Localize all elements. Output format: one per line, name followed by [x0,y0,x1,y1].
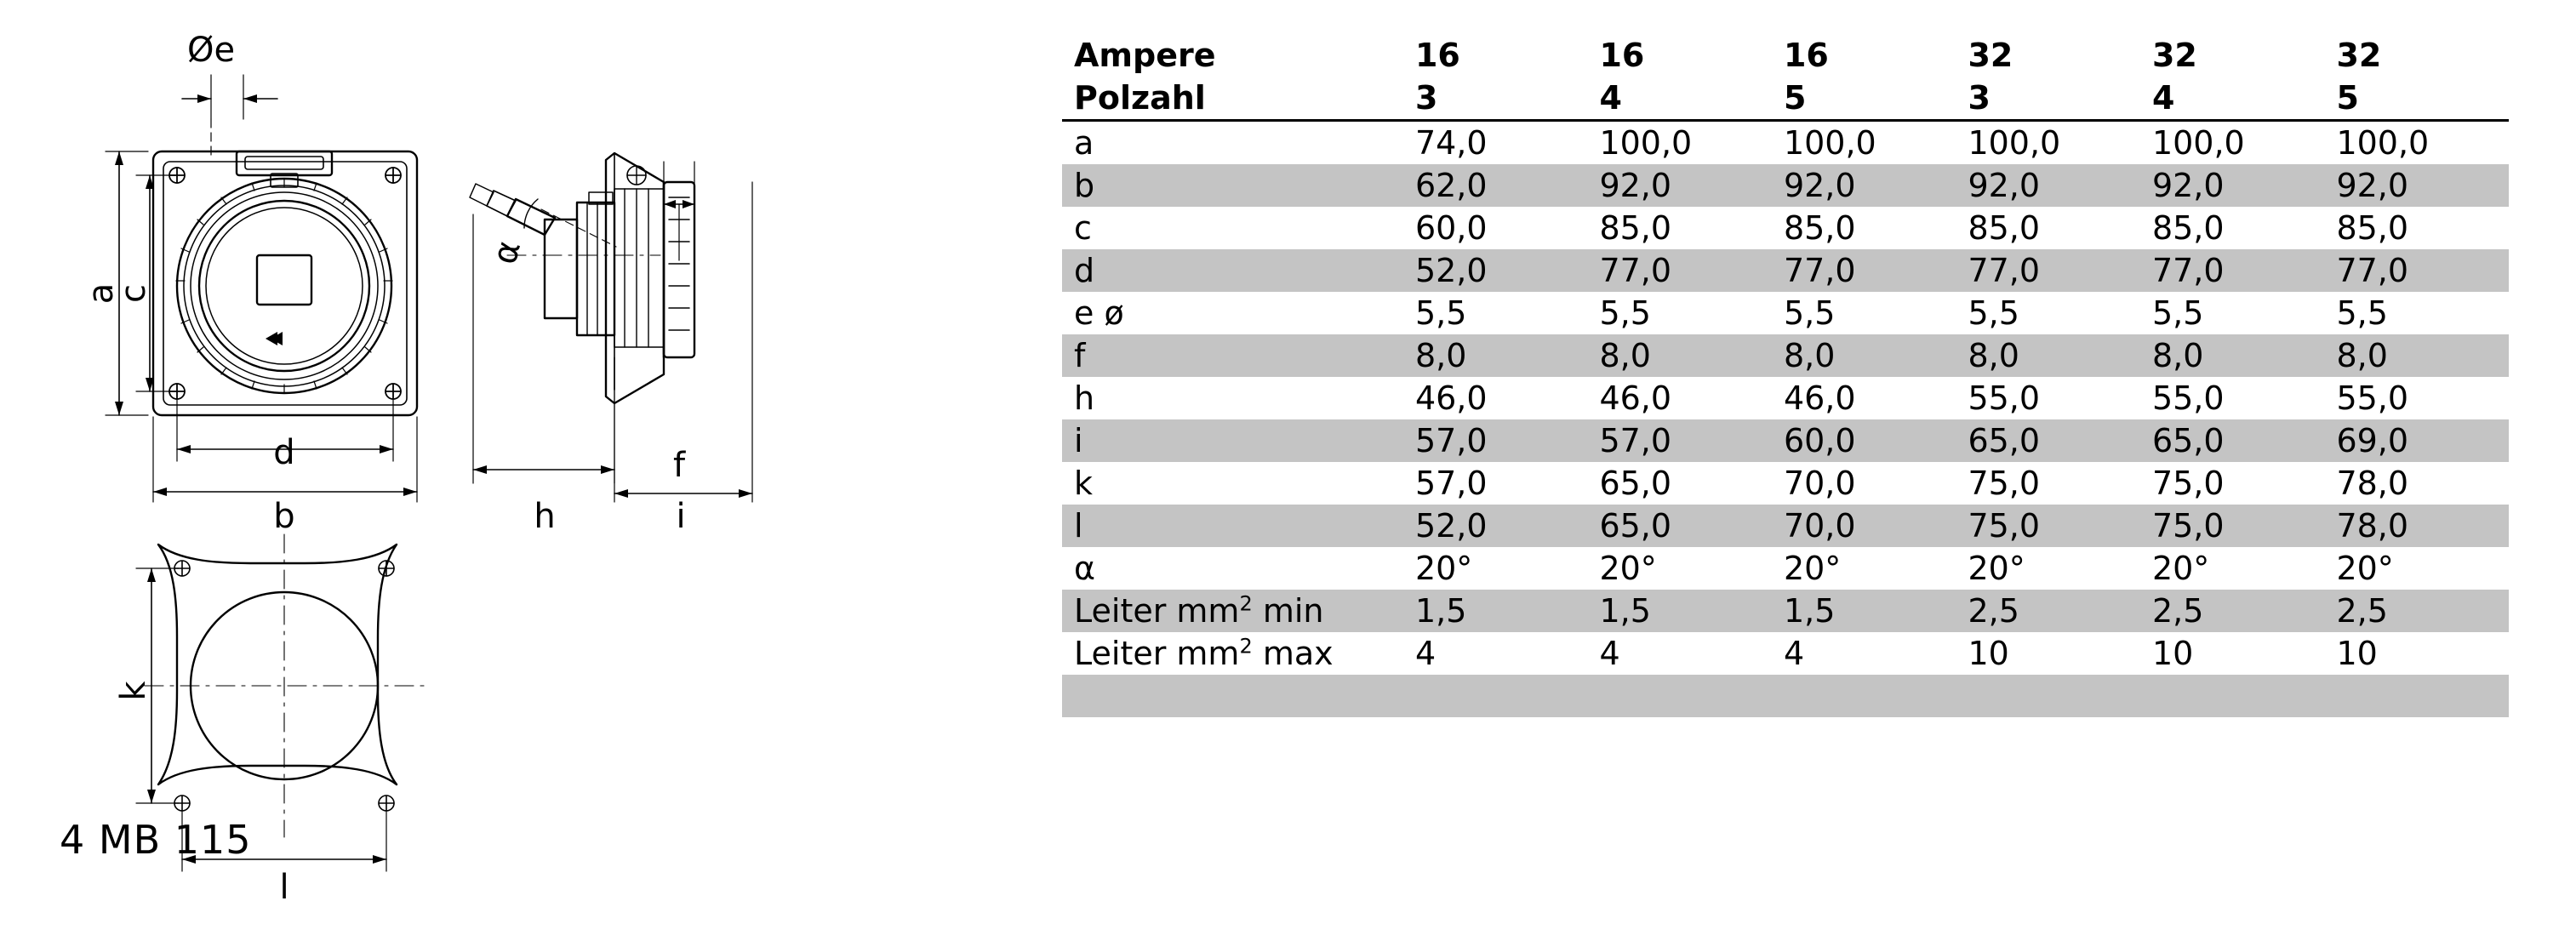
row-value: 65,0 [2140,419,2325,462]
row-value: 77,0 [2140,249,2325,292]
row-value: 100,0 [1783,124,1876,162]
row-value: 55,0 [2336,379,2409,417]
table-row [1062,675,2509,717]
header-ampere-2: 16 [1599,37,1645,74]
row-value: 4 [1599,635,1620,672]
row-value: 10 [1968,635,2009,672]
row-value: 55,0 [1968,379,2041,417]
label-h: h [534,497,556,536]
table-row [1062,334,2509,377]
table-row [1062,462,2509,505]
drawing-svg [0,0,1055,941]
dimension-table-wrapper [1062,34,2543,717]
table-row [1062,207,2509,249]
row-label: e ø [1074,294,1124,332]
row-label: h [1074,379,1095,417]
row-label: c [1074,209,1092,247]
row-value: 65,0 [1599,465,1672,502]
table-row [1062,547,2509,590]
row-value: 60,0 [1772,419,1956,462]
row-value: 8,0 [1956,334,2140,377]
row-value: 46,0 [1414,379,1488,417]
row-value: 8,0 [2140,334,2325,377]
header-polzahl-3: 5 [1783,79,1807,117]
row-value: 5,5 [1599,294,1651,332]
row-value: 77,0 [1587,249,1772,292]
header-label-ampere: Ampere [1074,37,1216,74]
row-value: 10 [2151,635,2194,672]
part-code: 4 MB 115 [60,817,252,863]
row-value: 52,0 [1403,249,1588,292]
row-label: Leiter $mm^2$ max [1074,634,1334,672]
table-header-polzahl [1062,77,2509,119]
row-value: 75,0 [1956,505,2140,547]
row-value: 2,5 [1956,590,2140,632]
row-value: 5,5 [2151,294,2204,332]
header-ampere-4: 32 [1968,37,2013,74]
row-value [1956,675,2140,717]
header-polzahl-6: 5 [2336,79,2359,117]
row-value: 20° [2151,550,2210,587]
row-value: 1,5 [1403,590,1588,632]
row-value: 74,0 [1414,124,1488,162]
row-value [1587,675,1772,717]
row-value [2140,675,2325,717]
row-label: Leiter $mm^2$ min [1062,590,1403,632]
row-value: 85,0 [1599,209,1672,247]
table-header-ampere [1062,34,2509,77]
row-value: 100,0 [2151,124,2245,162]
row-label: α [1074,550,1096,587]
row-label: a [1074,124,1094,162]
table-row [1062,590,2509,632]
table-row [1062,249,2509,292]
row-value: 70,0 [1783,465,1856,502]
row-value: 20° [2336,550,2394,587]
row-value: 5,5 [2336,294,2388,332]
row-label: k [1074,465,1094,502]
row-value: 57,0 [1414,465,1488,502]
row-value: 78,0 [2336,465,2409,502]
row-value: 69,0 [2324,419,2509,462]
table-row [1062,632,2509,675]
row-value [1403,675,1588,717]
label-k: k [114,681,153,701]
row-value: 65,0 [1587,505,1772,547]
technical-drawing [0,0,1055,941]
row-value: 20° [1968,550,2025,587]
row-value: 57,0 [1587,419,1772,462]
row-value: 92,0 [1772,164,1956,207]
row-value: 4 [1783,635,1805,672]
row-value: 92,0 [2140,164,2325,207]
row-value: 4 [1414,635,1437,672]
label-c: c [114,284,153,303]
row-value: 2,5 [2324,590,2509,632]
row-value: 1,5 [1772,590,1956,632]
row-value: 20° [1599,550,1657,587]
row-value: 75,0 [2151,465,2225,502]
row-label [1062,675,1403,717]
row-value: 57,0 [1403,419,1588,462]
row-value: 5,5 [1783,294,1836,332]
row-value: 77,0 [1772,249,1956,292]
label-l: l [279,868,289,907]
row-label: l [1062,505,1403,547]
row-value: 8,0 [2324,334,2509,377]
table-row [1062,121,2509,165]
row-value: 75,0 [1968,465,2041,502]
label-i: i [676,497,686,536]
row-value: 85,0 [2151,209,2225,247]
row-value: 8,0 [1403,334,1588,377]
row-value: 55,0 [2151,379,2225,417]
row-value: 78,0 [2324,505,2509,547]
row-value: 85,0 [1783,209,1856,247]
row-value: 85,0 [2336,209,2409,247]
label-d: d [273,433,295,472]
row-value: 8,0 [1587,334,1772,377]
table-row [1062,292,2509,334]
row-value: 100,0 [1968,124,2061,162]
header-polzahl-5: 4 [2151,79,2175,117]
header-polzahl-2: 4 [1599,79,1622,117]
label-b: b [273,497,295,536]
row-label: f [1062,334,1403,377]
row-label: d [1062,249,1403,292]
row-value: 1,5 [1587,590,1772,632]
header-label-polzahl: Polzahl [1074,79,1206,117]
header-ampere-5: 32 [2151,37,2197,74]
row-value: 8,0 [1772,334,1956,377]
row-value: 100,0 [1599,124,1693,162]
table-row [1062,419,2509,462]
header-ampere-3: 16 [1783,37,1829,74]
row-value: 52,0 [1403,505,1588,547]
row-value: 65,0 [1956,419,2140,462]
row-value [2324,675,2509,717]
dimension-table [1062,34,2509,717]
row-value: 20° [1783,550,1842,587]
row-value: 46,0 [1783,379,1856,417]
row-label: i [1062,419,1403,462]
row-value: 77,0 [1956,249,2140,292]
table-row [1062,377,2509,419]
table-row [1062,164,2509,207]
header-polzahl-1: 3 [1414,79,1438,117]
row-value: 20° [1414,550,1473,587]
row-value: 92,0 [1587,164,1772,207]
row-value: 60,0 [1414,209,1488,247]
header-ampere-6: 32 [2336,37,2382,74]
label-diameter-e: Øe [186,31,236,70]
label-f: f [672,446,686,485]
label-alpha: α [484,236,529,269]
row-value [1772,675,1956,717]
row-value: 75,0 [2140,505,2325,547]
table-row [1062,505,2509,547]
label-a: a [82,282,121,305]
row-value: 77,0 [2324,249,2509,292]
row-value: 100,0 [2336,124,2430,162]
row-value: 46,0 [1599,379,1672,417]
row-value: 5,5 [1414,294,1467,332]
row-value: 85,0 [1968,209,2041,247]
header-polzahl-4: 3 [1968,79,1991,117]
row-value: 10 [2336,635,2378,672]
row-value: 70,0 [1772,505,1956,547]
row-value: 62,0 [1403,164,1588,207]
row-value: 92,0 [2324,164,2509,207]
row-value: 92,0 [1956,164,2140,207]
row-value: 5,5 [1968,294,2019,332]
header-ampere-1: 16 [1414,37,1460,74]
row-value: 2,5 [2140,590,2325,632]
row-label: b [1062,164,1403,207]
